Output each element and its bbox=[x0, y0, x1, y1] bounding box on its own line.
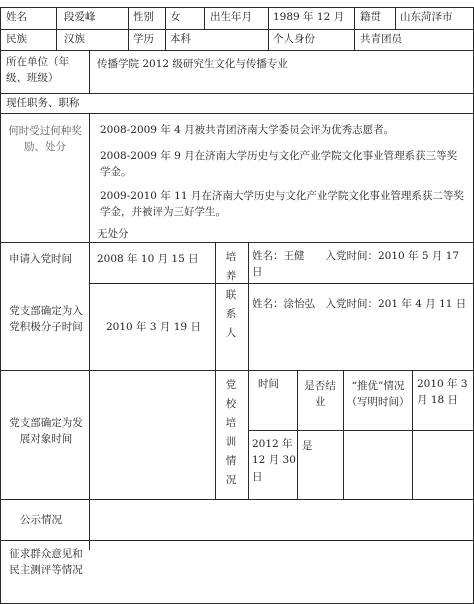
award-item-1: 2008-2009 年 4 月被共青团济南大学委员会评为优秀志愿者。 bbox=[100, 124, 395, 136]
awards-label: 何时受过何种奖励、处分 bbox=[8, 125, 82, 154]
activist-label: 党支部确定为入党积极分子时间 bbox=[9, 305, 83, 334]
rule bbox=[0, 93, 474, 94]
rule bbox=[89, 283, 474, 284]
contacts-label: 培养联系人 bbox=[225, 251, 237, 339]
gender-label: 性别 bbox=[133, 11, 154, 23]
rule bbox=[0, 7, 474, 8]
rule bbox=[248, 242, 249, 499]
rule bbox=[204, 7, 205, 29]
training-complete-header: 是否结业 bbox=[304, 380, 336, 409]
rule bbox=[0, 113, 474, 114]
apply-label: 申请入党时间 bbox=[9, 253, 72, 265]
rule bbox=[395, 7, 396, 29]
rule bbox=[343, 370, 344, 499]
apply-value: 2008 年 10 月 15 日 bbox=[97, 253, 199, 265]
award-item-3: 2009-2010 年 11 月在济南大学历史与文化产业学院文化事业管理系获二等奖学金，并被评为三好学生。 bbox=[100, 190, 464, 219]
training-recommend-value: 2010 年 3 月 18 日 bbox=[417, 378, 468, 407]
birth-label: 出生年月 bbox=[210, 11, 252, 23]
gender-value: 女 bbox=[170, 11, 181, 23]
rule bbox=[0, 50, 474, 51]
contact-2: 姓名：涂怡弘 入党时间：201 年 4 月 11 日 bbox=[252, 298, 467, 310]
rule bbox=[0, 29, 474, 30]
rule bbox=[0, 242, 474, 243]
rule bbox=[215, 242, 216, 499]
rule bbox=[56, 7, 57, 50]
training-time-header: 时间 bbox=[258, 378, 279, 390]
education-label: 学历 bbox=[133, 33, 154, 45]
activist-value: 2010 年 3 月 19 日 bbox=[106, 321, 201, 333]
award-item-2: 2008-2009 年 9 月在济南大学历史与文化产业学院文化事业管理系获三等奖学金。 bbox=[100, 150, 458, 179]
rule bbox=[89, 113, 90, 550]
ethnic-value: 汉族 bbox=[64, 33, 85, 45]
training-label: 党校培训情况 bbox=[225, 379, 237, 486]
rule bbox=[0, 499, 474, 500]
native-label: 籍贯 bbox=[360, 11, 381, 23]
rule bbox=[89, 50, 90, 93]
position-label: 现任职务、职称 bbox=[6, 97, 80, 109]
training-recommend-header: “推优”情况（写明时间） bbox=[346, 380, 410, 409]
contact-1: 姓名：王健 入党时间：2010 年 5 月 17 日 bbox=[252, 250, 460, 279]
native-value: 山东菏泽市 bbox=[400, 11, 453, 23]
rule bbox=[297, 370, 298, 499]
opinions-label: 征求群众意见和民主测评等情况 bbox=[9, 548, 83, 577]
name-value: 段爱峰 bbox=[64, 11, 96, 23]
training-time-value: 2012 年 12 月 30 日 bbox=[252, 438, 296, 483]
no-punishment: 无处分 bbox=[97, 228, 129, 240]
rule bbox=[268, 7, 269, 50]
rule bbox=[165, 7, 166, 50]
rule bbox=[412, 370, 413, 499]
unit-value: 传播学院 2012 级研究生文化与传播专业 bbox=[97, 58, 288, 70]
identity-label: 个人身份 bbox=[273, 33, 315, 45]
rule bbox=[0, 7, 1, 604]
rule bbox=[0, 540, 474, 541]
unit-label: 所在单位（年级、班级） bbox=[6, 56, 69, 85]
rule bbox=[248, 430, 474, 431]
birth-value: 1989 年 12 月 bbox=[273, 11, 345, 23]
identity-value: 共青团员 bbox=[360, 33, 402, 45]
publicity-label: 公示情况 bbox=[20, 514, 62, 526]
ethnic-label: 民族 bbox=[6, 33, 27, 45]
rule bbox=[354, 7, 355, 50]
education-value: 本科 bbox=[170, 33, 191, 45]
name-label: 姓名 bbox=[6, 11, 27, 23]
training-complete-value: 是 bbox=[302, 440, 313, 452]
rule bbox=[128, 7, 129, 50]
rule bbox=[0, 370, 474, 371]
development-label: 党支部确定为发展对象时间 bbox=[9, 417, 83, 446]
